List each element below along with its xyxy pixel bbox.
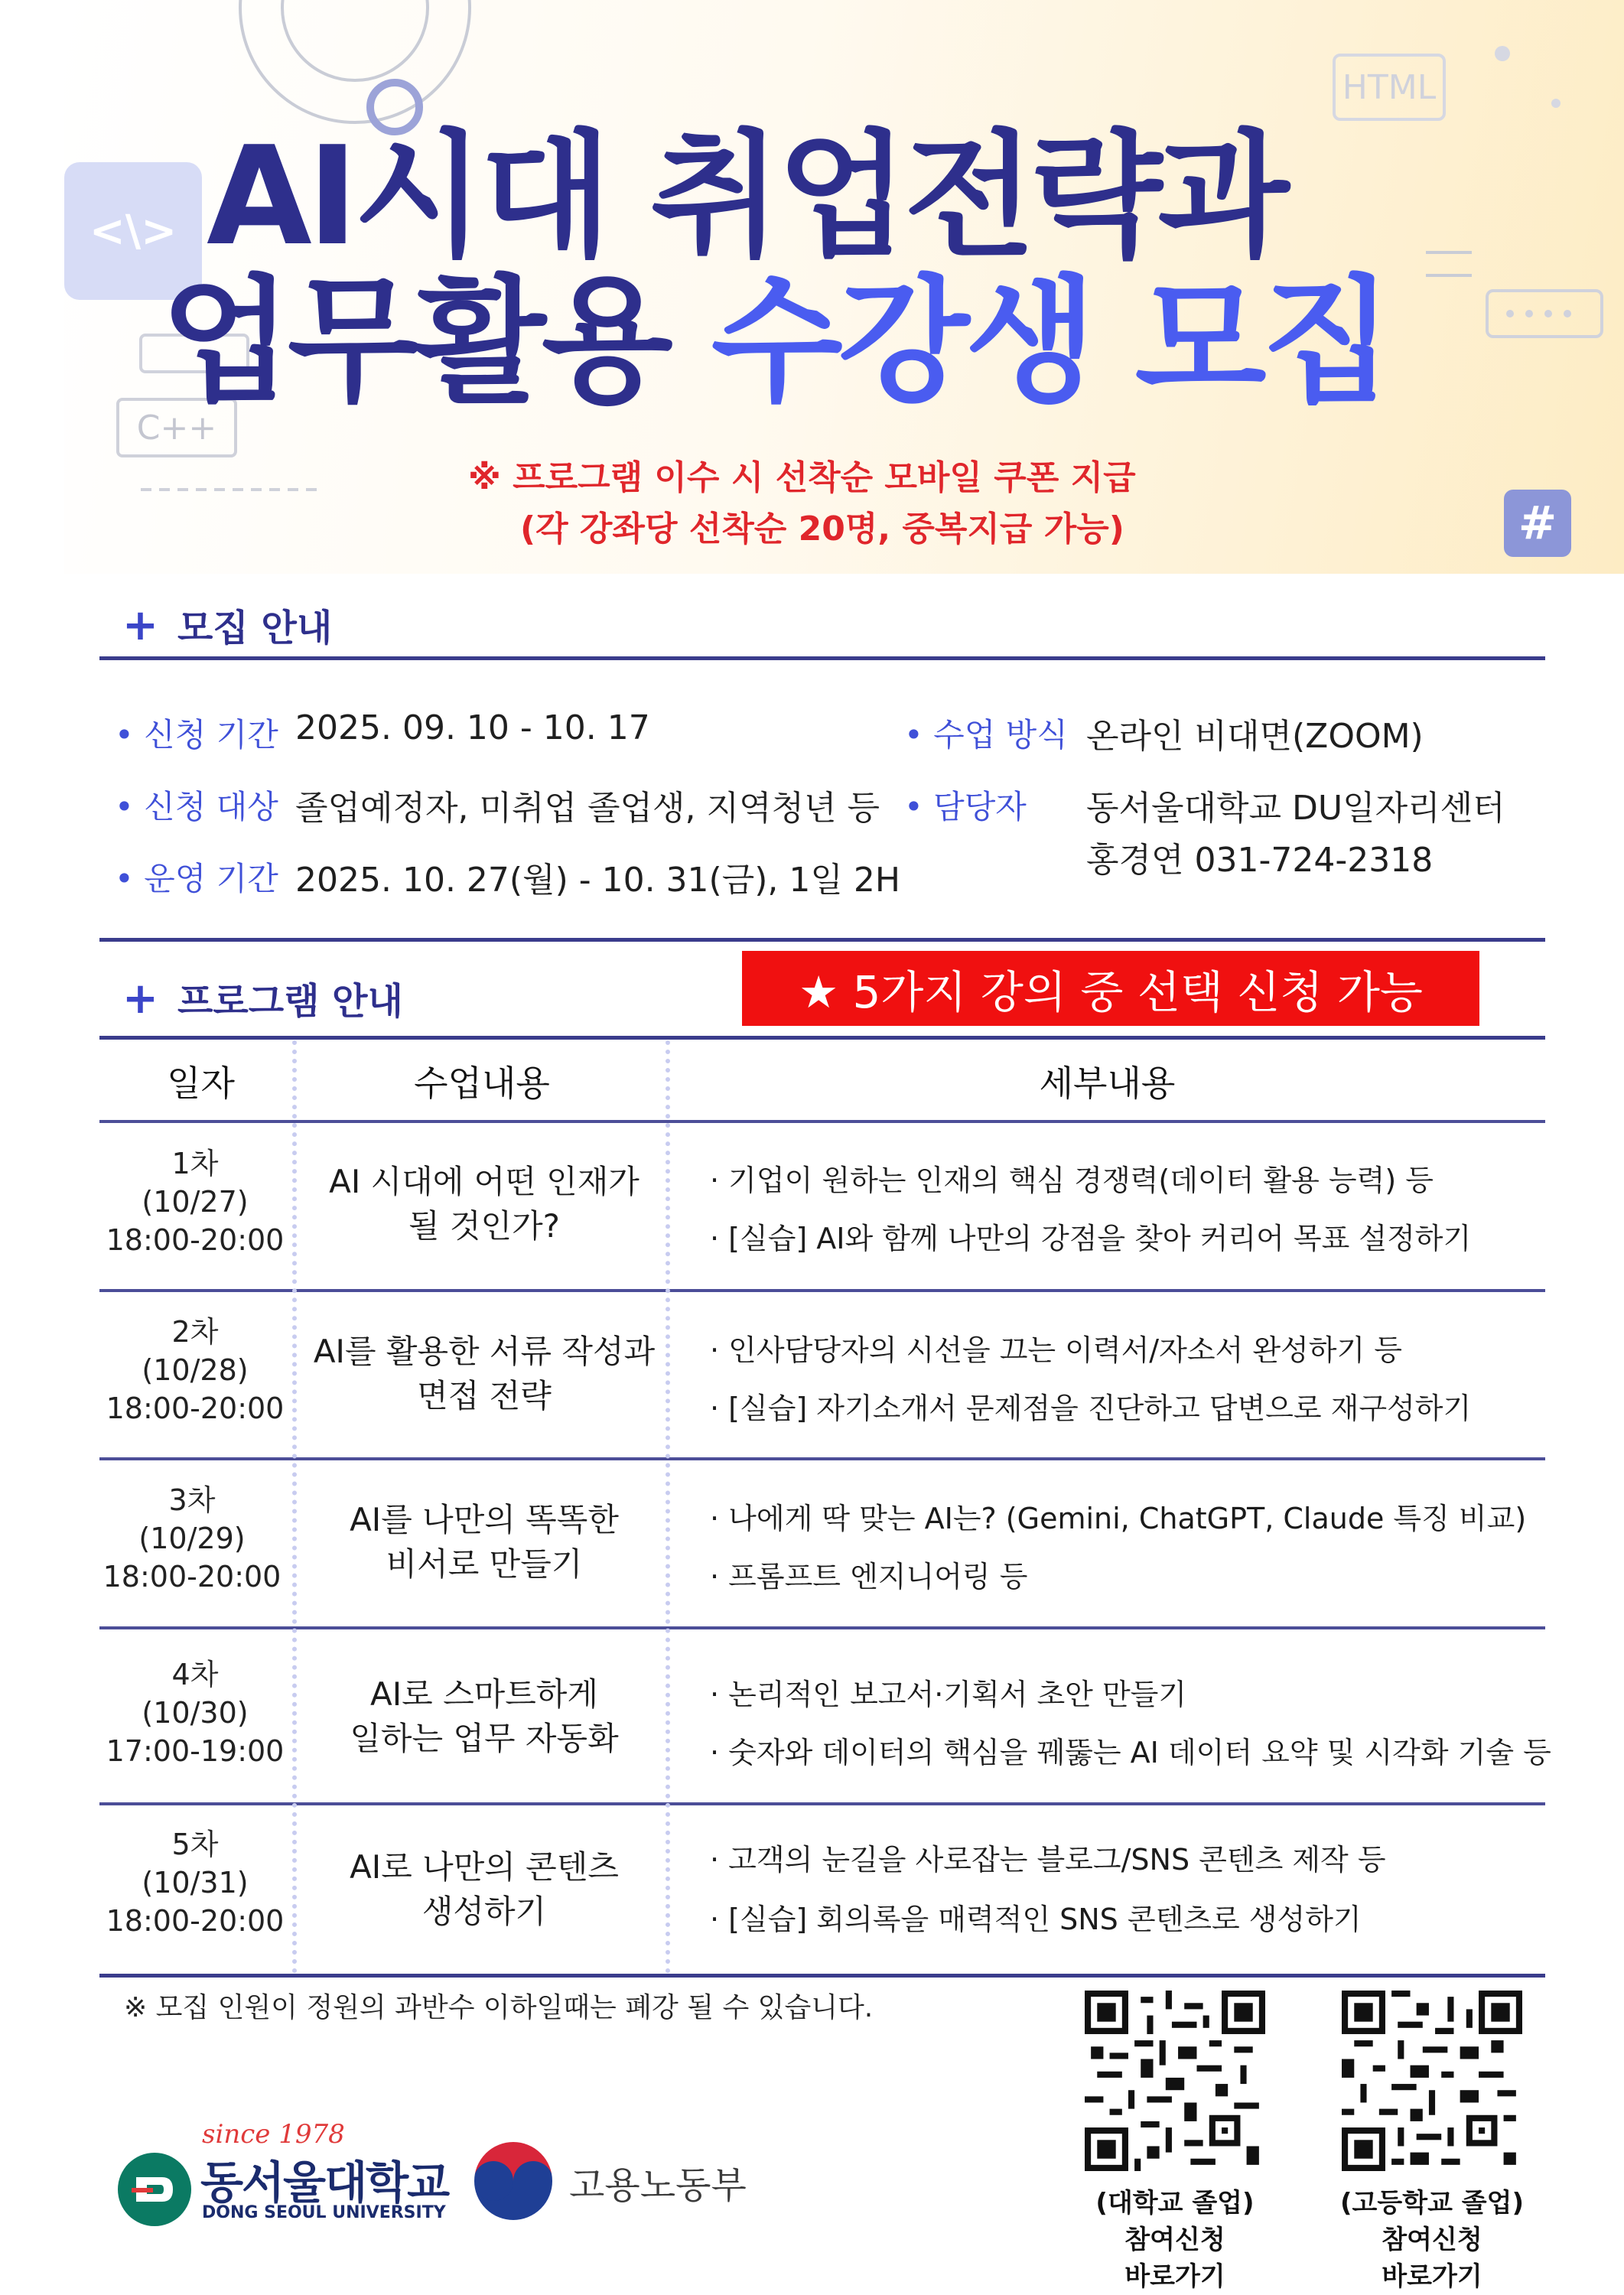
qr-caption-line: 참여신청 xyxy=(1382,2225,1482,2255)
contact-org: 동서울대학교 DU일자리센터 xyxy=(1086,789,1505,828)
coupon-notice-detail: (각 강좌당 선착순 20명, 중복지급 가능) xyxy=(520,509,1124,549)
header-detail: 세부내용 xyxy=(1039,1063,1176,1104)
row-divider xyxy=(99,1289,1545,1292)
topic-line: 면접 전략 xyxy=(417,1377,552,1414)
dsu-name: 동서울대학교 xyxy=(200,2157,449,2209)
qr-caption-university xyxy=(1060,2185,1290,2295)
session-topic xyxy=(304,1845,664,1934)
session-day: (10/28) xyxy=(142,1353,249,1387)
class-method-label: • 수업 방식 xyxy=(904,716,1068,754)
class-method-value: 온라인 비대면(ZOOM) xyxy=(1086,717,1424,756)
session-detail-1: · 기업이 원하는 인재의 핵심 경쟁력(데이터 활용 능력) 등 xyxy=(710,1164,1434,1197)
dsu-logo-icon xyxy=(116,2151,193,2228)
session-time: 17:00-19:00 xyxy=(106,1734,285,1768)
qr-caption-line: (고등학교 졸업) xyxy=(1340,2188,1524,2218)
session-number: 1차 xyxy=(171,1147,219,1180)
plus-icon: + xyxy=(122,601,158,650)
target-label: • 신청 대상 xyxy=(115,788,278,825)
qr-caption-line: 바로가기 xyxy=(1124,2261,1225,2292)
session-topic xyxy=(304,1160,664,1248)
topic-line: 될 것인가? xyxy=(408,1207,560,1245)
row-divider xyxy=(99,1626,1545,1629)
dsu-english-name: DONG SEOUL UNIVERSITY xyxy=(202,2203,446,2222)
session-date xyxy=(92,1655,298,1770)
operation-period-label: • 운영 기간 xyxy=(115,860,278,897)
table-bottom-border xyxy=(99,1974,1545,1978)
session-topic xyxy=(304,1330,664,1418)
session-day: (10/29) xyxy=(138,1522,246,1555)
recruit-section-title: 모집 안내 xyxy=(177,607,333,649)
session-number: 5차 xyxy=(171,1828,219,1861)
divider xyxy=(99,938,1545,942)
title-line-2 xyxy=(161,262,1389,421)
header-date: 일자 xyxy=(167,1063,235,1104)
moel-logo-icon xyxy=(471,2139,555,2223)
session-detail-1: · 논리적인 보고서·기획서 초안 만들기 xyxy=(710,1678,1187,1711)
target-value: 졸업예정자, 미취업 졸업생, 지역청년 등 xyxy=(295,789,880,828)
session-date xyxy=(92,1313,298,1427)
topic-line: 비서로 만들기 xyxy=(386,1545,583,1583)
session-detail-2: · [실습] 회의록을 매력적인 SNS 콘텐츠로 생성하기 xyxy=(710,1903,1362,1936)
session-time: 18:00-20:00 xyxy=(103,1560,282,1593)
cancellation-note: ※ 모집 인원이 정원의 과반수 이하일때는 폐강 될 수 있습니다. xyxy=(124,1992,874,2023)
topic-line: AI로 나만의 콘텐츠 xyxy=(350,1848,619,1886)
html-tag-icon: HTML xyxy=(1333,54,1446,121)
session-number: 2차 xyxy=(171,1315,219,1349)
topic-line: AI로 스마트하게 xyxy=(370,1675,598,1713)
session-detail-2: · [실습] AI와 함께 나만의 강점을 찾아 커리어 목표 설정하기 xyxy=(710,1222,1472,1255)
title-line-2-a: 업무활용 xyxy=(161,262,669,421)
session-detail-2: · 숫자와 데이터의 핵심을 꿰뚫는 AI 데이터 요약 및 시각화 기술 등 xyxy=(710,1736,1551,1769)
row-divider xyxy=(99,1120,1545,1123)
select-notice-badge: ★ 5가지 강의 중 선택 신청 가능 xyxy=(742,951,1479,1026)
title-line-2-b: 수강생 모집 xyxy=(711,262,1389,421)
qr-code-highschool[interactable] xyxy=(1342,1991,1522,2171)
session-number: 4차 xyxy=(171,1658,219,1691)
contact-label: • 담당자 xyxy=(904,788,1027,825)
session-date xyxy=(92,1144,298,1259)
column-divider xyxy=(666,1040,670,1974)
header-topic: 수업내용 xyxy=(414,1063,550,1104)
session-date xyxy=(89,1481,295,1596)
session-detail-1: · 나에게 딱 맞는 AI는? (Gemini, ChatGPT, Claude 특징 비교) xyxy=(710,1502,1527,1535)
session-day: (10/27) xyxy=(142,1185,249,1219)
moel-name: 고용노동부 xyxy=(569,2164,747,2207)
session-time: 18:00-20:00 xyxy=(106,1904,285,1938)
session-detail-2: · 프롬프트 엔지니어링 등 xyxy=(710,1560,1028,1593)
code-tag-icon: <\> xyxy=(64,162,202,300)
gear-outline-icon xyxy=(240,0,470,122)
qr-caption-line: (대학교 졸업) xyxy=(1095,2188,1255,2218)
apply-period-label: • 신청 기간 xyxy=(115,716,278,754)
divider xyxy=(99,656,1545,660)
row-divider xyxy=(99,1802,1545,1805)
plus-icon: + xyxy=(122,974,158,1024)
row-divider xyxy=(99,1457,1545,1460)
session-day: (10/31) xyxy=(142,1866,249,1899)
contact-person: 홍경연 031-724-2318 xyxy=(1086,841,1434,880)
program-section-title: 프로그램 안내 xyxy=(177,980,403,1023)
qr-code-university[interactable] xyxy=(1085,1991,1265,2171)
session-topic xyxy=(304,1498,664,1587)
session-number: 3차 xyxy=(168,1483,216,1517)
cpp-tag-icon: C++ xyxy=(116,398,237,457)
qr-caption-highschool xyxy=(1317,2185,1547,2295)
session-detail-2: · [실습] 자기소개서 문제점을 진단하고 답변으로 재구성하기 xyxy=(710,1392,1472,1425)
session-day: (10/30) xyxy=(142,1696,249,1730)
session-time: 18:00-20:00 xyxy=(106,1392,285,1425)
session-detail-1: · 고객의 눈길을 사로잡는 블로그/SNS 콘텐츠 제작 등 xyxy=(710,1843,1386,1877)
title-line-1: AI시대 취업전략과 xyxy=(207,117,1285,275)
session-date xyxy=(92,1825,298,1940)
topic-line: AI 시대에 어떤 인재가 xyxy=(329,1163,640,1200)
session-topic xyxy=(304,1672,664,1761)
topic-line: 일하는 업무 자동화 xyxy=(350,1720,619,1757)
coupon-notice: ※ 프로그램 이수 시 선착순 모바일 쿠폰 지급 xyxy=(468,458,1136,497)
table-top-border xyxy=(99,1036,1545,1040)
operation-period-value: 2025. 10. 27(월) - 10. 31(금), 1일 2H xyxy=(295,861,900,900)
qr-caption-line: 참여신청 xyxy=(1124,2225,1225,2255)
qr-caption-line: 바로가기 xyxy=(1382,2261,1482,2292)
dsu-since: since 1978 xyxy=(202,2119,345,2150)
session-time: 18:00-20:00 xyxy=(106,1223,285,1257)
apply-period-value: 2025. 09. 10 - 10. 17 xyxy=(295,708,650,747)
topic-line: AI를 활용한 서류 작성과 xyxy=(313,1333,656,1370)
session-detail-1: · 인사담당자의 시선을 끄는 이력서/자소서 완성하기 등 xyxy=(710,1333,1402,1367)
topic-line: 생성하기 xyxy=(421,1893,547,1930)
hash-icon: # xyxy=(1504,490,1571,557)
topic-line: AI를 나만의 똑똑한 xyxy=(350,1501,619,1538)
